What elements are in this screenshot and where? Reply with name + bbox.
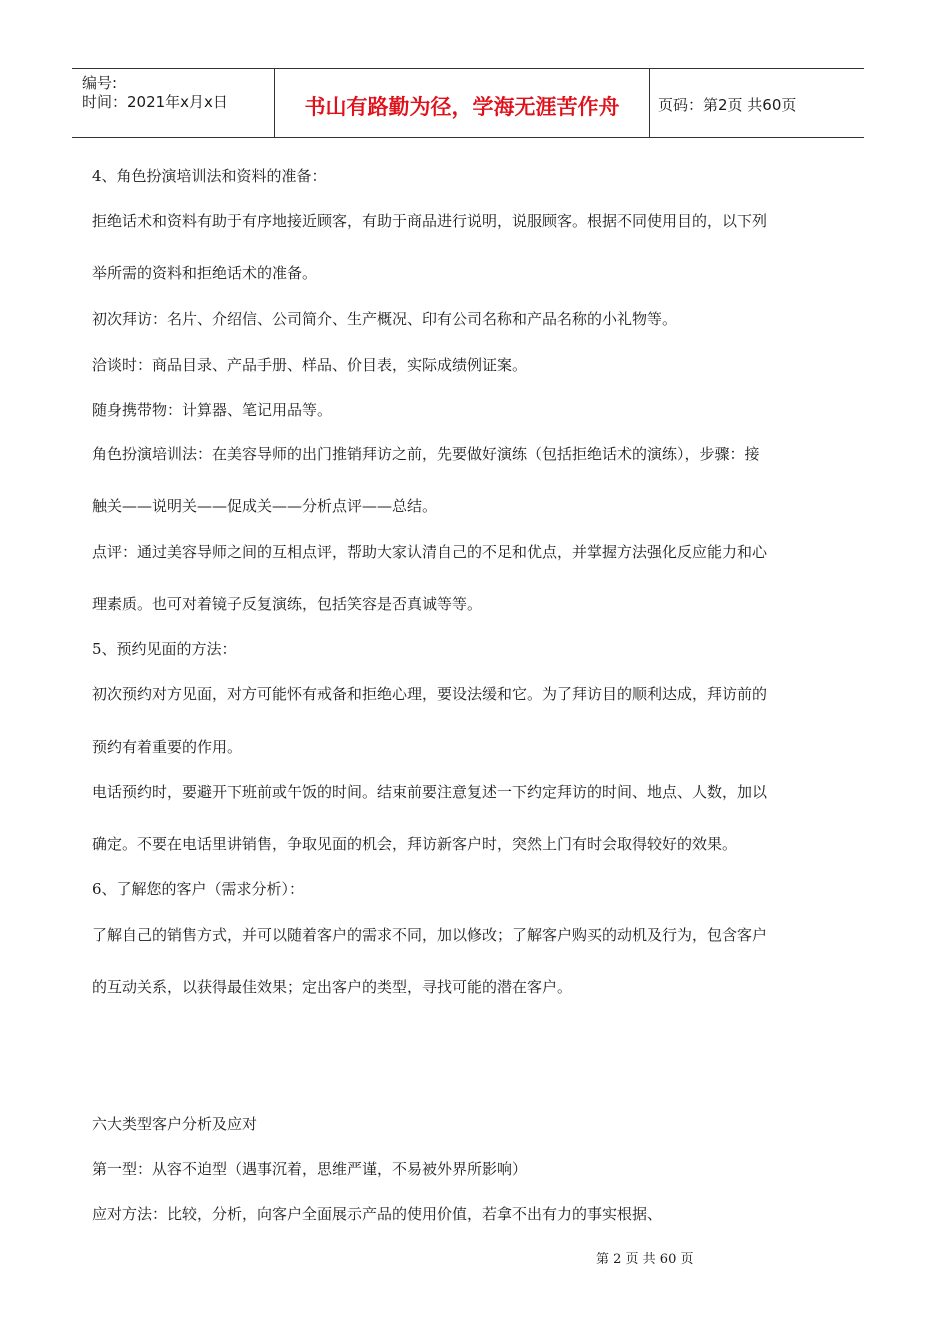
document-time-label: 时间：2021年x月x日 (82, 93, 228, 111)
paragraph-line: 第一型：从容不迫型（遇事沉着，思维严谨，不易被外界所影响） (92, 1160, 528, 1178)
paragraph-line: 预约有着重要的作用。 (92, 738, 243, 756)
document-number-label: 编号: (82, 74, 118, 92)
paragraph-line: 应对方法：比较，分析，向客户全面展示产品的使用价值，若拿不出有力的事实根据、 (92, 1205, 663, 1223)
paragraph-line: 触关——说明关——促成关——分析点评——总结。 (92, 497, 438, 515)
header-page-cell (650, 69, 864, 137)
section-heading-6: 6、了解您的客户（需求分析）： (92, 880, 305, 898)
paragraph-line: 初次预约对方见面，对方可能怀有戒备和拒绝心理，要设法缓和它。为了拜访目的顺利达成，拜访前的 (92, 685, 768, 703)
header-meta-cell (72, 69, 275, 137)
paragraph-line: 确定。不要在电话里讲销售，争取见面的机会，拜访新客户时，突然上门有时会取得较好的效果。 (92, 835, 738, 853)
page-header (72, 68, 864, 138)
paragraph-line: 了解自己的销售方式，并可以随着客户的需求不同，加以修改；了解客户购买的动机及行为，包含客户 (92, 926, 768, 944)
section-heading-5: 5、预约见面的方法： (92, 640, 237, 658)
paragraph-line: 随身携带物：计算器、笔记用品等。 (92, 401, 333, 419)
paragraph-line: 的互动关系，以获得最佳效果；定出客户的类型，寻找可能的潜在客户。 (92, 978, 573, 996)
section-heading-4: 4、角色扮演培训法和资料的准备： (92, 167, 327, 185)
paragraph-line: 点评：通过美容导师之间的互相点评，帮助大家认清自己的不足和优点，并掌握方法强化反应能力和心 (92, 543, 768, 561)
header-motto-cell (275, 69, 650, 137)
subsection-heading: 六大类型客户分析及应对 (92, 1115, 258, 1133)
paragraph-line: 理素质。也可对着镜子反复演练，包括笑容是否真诚等等。 (92, 595, 483, 613)
paragraph-line: 角色扮演培训法：在美容导师的出门推销拜访之前，先要做好演练（包括拒绝话术的演练），步骤：接 (92, 445, 760, 463)
page-footer: 第 2 页 共 60 页 (596, 1252, 694, 1267)
header-motto: 书山有路勤为径，学海无涯苦作舟 (304, 95, 620, 119)
paragraph-line: 洽谈时：商品目录、产品手册、样品、价目表，实际成绩例证案。 (92, 356, 528, 374)
paragraph-line: 拒绝话术和资料有助于有序地接近顾客，有助于商品进行说明，说服顾客。根据不同使用目的，以下列 (92, 212, 768, 230)
paragraph-line: 电话预约时，要避开下班前或午饭的时间。结束前要注意复述一下约定拜访的时间、地点、人数，加以 (92, 783, 768, 801)
paragraph-line: 举所需的资料和拒绝话术的准备。 (92, 264, 318, 282)
header-page-info: 页码：第2页 共60页 (658, 96, 797, 114)
paragraph-line: 初次拜访：名片、介绍信、公司简介、生产概况、印有公司名称和产品名称的小礼物等。 (92, 310, 678, 328)
